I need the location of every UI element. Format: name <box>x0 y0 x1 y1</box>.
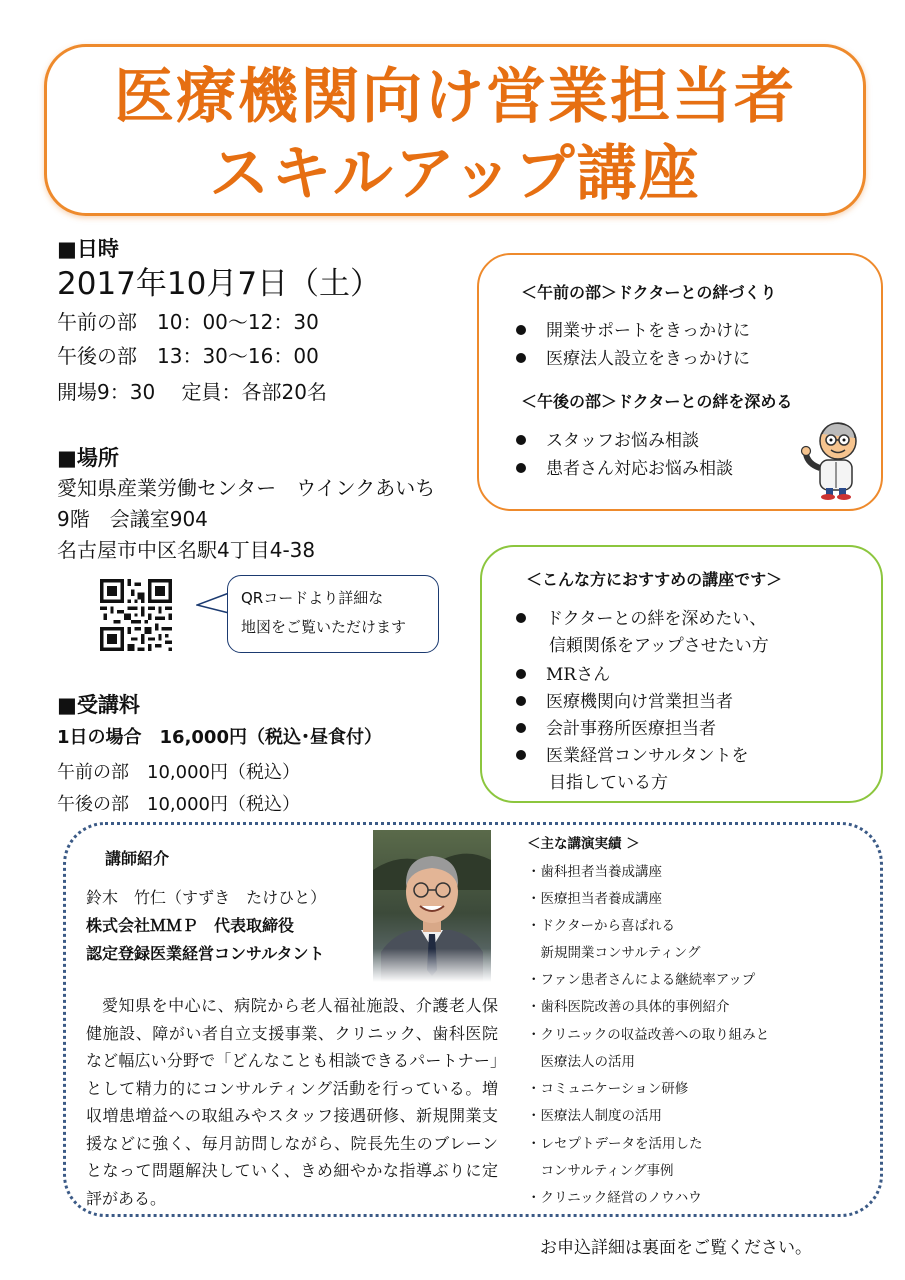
list-item-continued: 信頼関係をアップさせたい方 <box>549 636 769 656</box>
bullet-icon <box>516 723 526 733</box>
bullet-icon <box>516 696 526 706</box>
list-item: ・歯科担者当養成講座 <box>527 864 662 880</box>
title-banner <box>44 44 866 216</box>
datetime-heading: ■日時 <box>57 237 119 261</box>
list-item: ・歯科医院改善の具体的事例紹介 <box>527 999 730 1015</box>
event-date: 2017年10月7日（土） <box>57 266 382 302</box>
fee-morning: 午前の部 10,000円（税込） <box>57 762 300 783</box>
afternoon-program-title: ＜午後の部＞ドクターとの絆を深める <box>521 392 793 411</box>
venue-heading: ■場所 <box>57 446 119 470</box>
list-item: 医療法人設立をきっかけに <box>516 344 750 369</box>
afternoon-time: 午後の部 13：30～16：00 <box>57 344 319 368</box>
bullet-icon <box>516 750 526 760</box>
morning-program-title: ＜午前の部＞ドクターとの絆づくり <box>521 283 777 302</box>
list-item: ・レセプトデータを活用した <box>527 1136 703 1152</box>
list-item: ・医療法人制度の活用 <box>527 1108 662 1124</box>
list-item: コンサルティング事例 <box>527 1163 674 1179</box>
footer-note: お申込詳細は裏面をご覧ください。 <box>540 1238 812 1258</box>
qr-note-line-1: QRコードより詳細な <box>241 589 384 607</box>
doctor-illustration-icon <box>798 418 868 500</box>
list-item: ・ファン患者さんによる継続率アップ <box>527 972 756 988</box>
instructor-cert: 認定登録医業経営コンサルタント <box>86 944 325 963</box>
list-item: 新規開業コンサルティング <box>527 945 701 961</box>
bullet-icon <box>516 325 526 335</box>
achievements-title: ＜主な講演実績 ＞ <box>527 836 640 852</box>
title-line-1: 医療機関向け営業担当者 <box>114 62 796 132</box>
list-item: ・クリニックの収益改善への取り組みと <box>527 1027 770 1043</box>
list-item: 医療機関向け営業担当者 <box>516 687 733 712</box>
list-item: 医業経営コンサルタントを <box>516 741 748 766</box>
bullet-icon <box>516 669 526 679</box>
bubble-tail-icon <box>196 590 230 616</box>
venue-name: 愛知県産業労働センター ウインクあいち <box>57 476 436 500</box>
title-line-2: スキルアップ講座 <box>209 139 701 209</box>
list-item: MRさん <box>516 660 610 685</box>
qr-note-line-2: 地図をご覧いただけます <box>241 618 407 636</box>
list-item: ・クリニック経営のノウハウ <box>527 1190 702 1206</box>
list-item: 医療法人の活用 <box>527 1054 635 1070</box>
fee-full-day: 1日の場合 16,000円（税込･昼食付） <box>57 727 382 748</box>
target-title: ＜こんな方におすすめの講座です＞ <box>526 570 783 589</box>
list-item: 会計事務所医療担当者 <box>516 714 716 739</box>
list-item: ・コミュニケーション研修 <box>527 1081 689 1097</box>
instructor-bio: 愛知県を中心に、病院から老人福祉施設、介護老人保健施設、障がい者自立支援事業、クリニック、歯科医院など幅広い分野で「どんなことも相談できるパートナー」として精力的にコンサルティング活動を行っている。増収増患増益への取組みやスタッフ接遇研修、新規開業支援などに強く、毎月訪問しながら、院長先生のブレーンとなって問題解決していく、きめ細やかな指導ぶりに定評がある。 <box>86 996 498 1208</box>
morning-time: 午前の部 10：00～12：30 <box>57 310 319 334</box>
list-item: 患者さん対応お悩み相談 <box>516 454 733 479</box>
fee-heading: ■受講料 <box>57 693 140 717</box>
instructor-name: 鈴木 竹仁（すずき たけひと） <box>86 888 327 907</box>
list-item: ドクターとの絆を深めたい、 <box>516 604 766 629</box>
bullet-icon <box>516 435 526 445</box>
list-item-continued: 目指している方 <box>549 773 668 793</box>
qr-note-bubble <box>227 575 439 653</box>
list-item: スタッフお悩み相談 <box>516 426 699 451</box>
instructor-heading: 講師紹介 <box>105 849 170 868</box>
list-item: ・ドクターから喜ばれる <box>527 918 675 934</box>
instructor-company: 株式会社ＭＭＰ 代表取締役 <box>86 916 295 935</box>
list-item: 開業サポートをきっかけに <box>516 316 750 341</box>
list-item: ・医療担当者養成講座 <box>527 891 662 907</box>
qr-code-icon[interactable] <box>100 579 172 651</box>
opening-capacity: 開場9：30 定員：各部20名 <box>57 380 327 404</box>
venue-address: 名古屋市中区名駅4丁目4-38 <box>57 538 316 562</box>
bullet-icon <box>516 463 526 473</box>
venue-room: 9階 会議室904 <box>57 507 208 531</box>
bullet-icon <box>516 353 526 363</box>
instructor-photo <box>373 830 491 982</box>
fee-afternoon: 午後の部 10,000円（税込） <box>57 794 300 815</box>
bullet-icon <box>516 613 526 623</box>
